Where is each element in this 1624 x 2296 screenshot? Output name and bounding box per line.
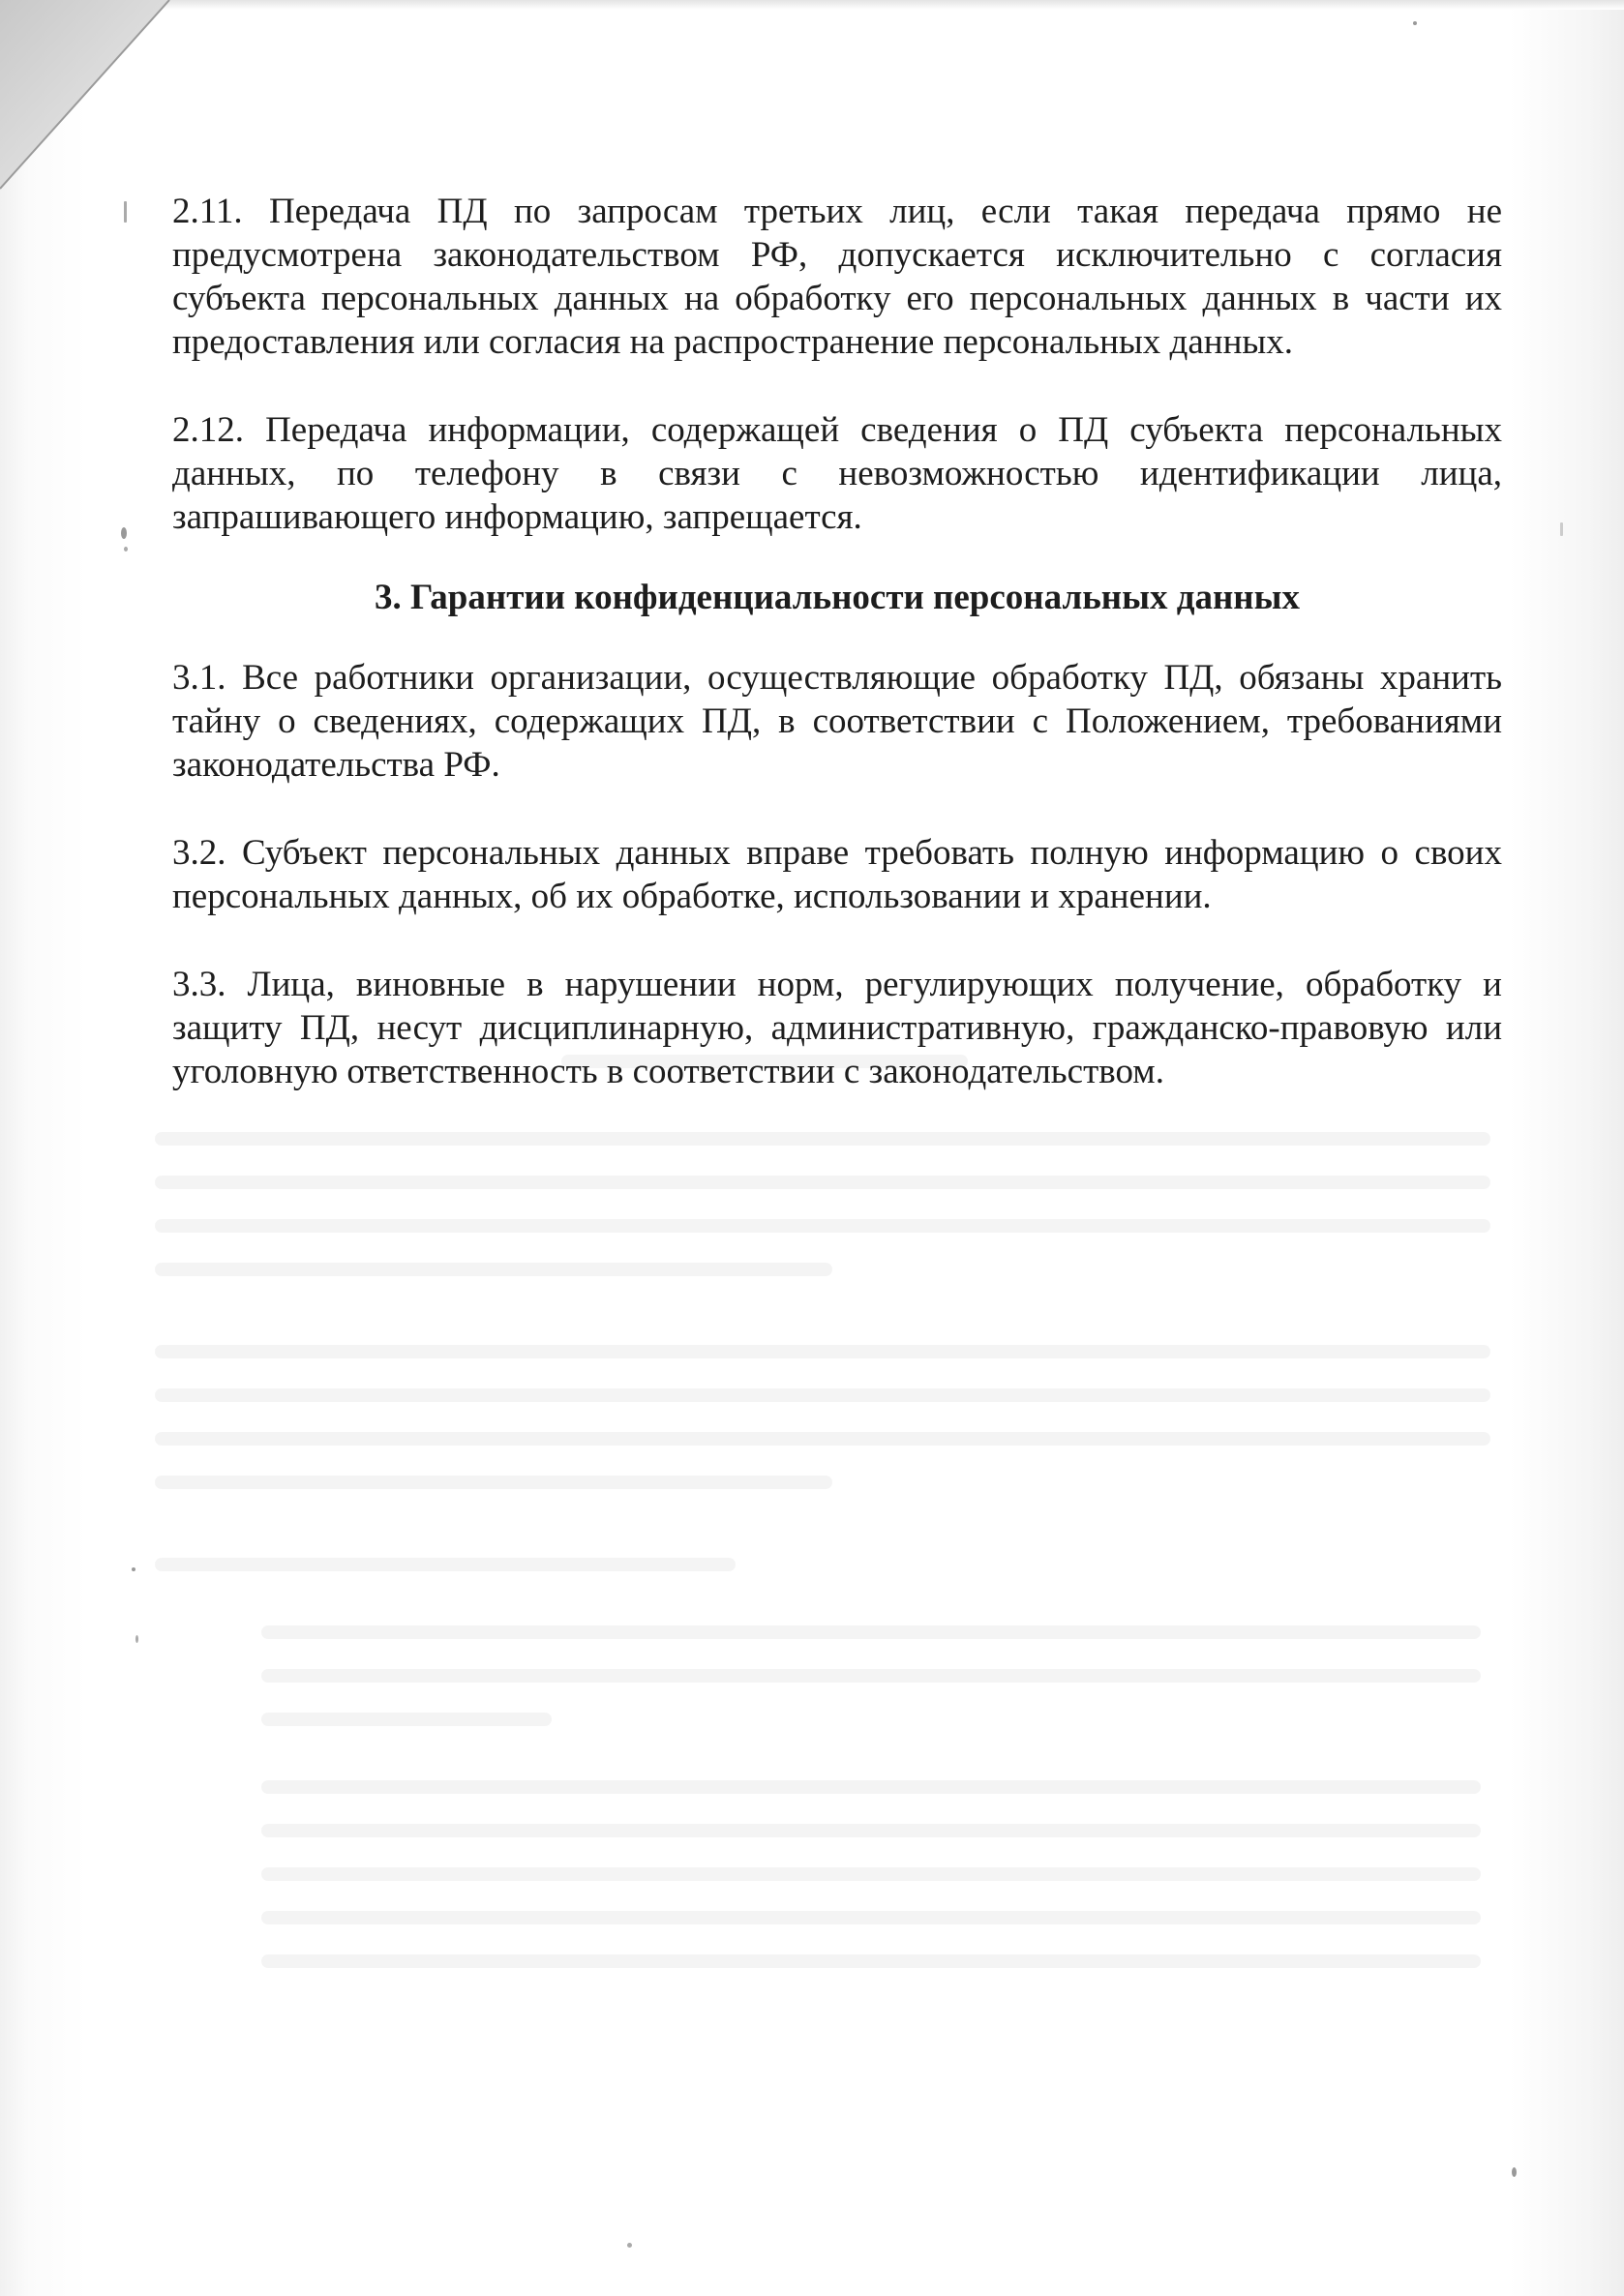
- scan-speck: [121, 527, 127, 539]
- scan-speck: [1560, 522, 1563, 536]
- paragraph-2-11: 2.11. Передача ПД по запросам третьих лиц, если такая передача прямо не предусмотрена законодательством РФ, допускается исключительно с согласия субъекта персональных данных на обработку его персональных данных в части их предоставления или согласия на распространение персональных данных.: [172, 192, 1502, 362]
- bleed-through-text: [155, 1055, 1490, 2022]
- paragraph-2-12: 2.12. Передача информации, содержащей сведения о ПД субъекта персональных данных, по телефону в связи с невозможностью идентификации лица, запрашивающего информацию, запрещается.: [172, 410, 1502, 537]
- scan-speck: [132, 1567, 135, 1571]
- scan-speck: [627, 2243, 632, 2248]
- scan-speck: [135, 1635, 138, 1643]
- scan-speck: [124, 547, 128, 552]
- paragraph-3-2: 3.2. Субъект персональных данных вправе требовать полную информацию о своих персональных данных, об их обработке, использовании и хранении.: [172, 833, 1502, 916]
- paragraph-3-3: 3.3. Лица, виновные в нарушении норм, регулирующих получение, обработку и защиту ПД, несут дисциплинарную, административную, гражданско-правовую или уголовную ответственность в соответствии с законодательством.: [172, 965, 1502, 1091]
- document-body: [172, 190, 1502, 1093]
- scan-speck: [1413, 21, 1417, 25]
- paragraph-3-1: 3.1. Все работники организации, осуществляющие обработку ПД, обязаны хранить тайну о сведениях, содержащих ПД, в соответствии с Положением, требованиями законодательства РФ.: [172, 658, 1502, 785]
- scan-speck: [124, 201, 127, 223]
- folded-corner: [0, 0, 194, 194]
- page-top-edge: [0, 0, 1624, 10]
- section-3-heading: 3. Гарантии конфиденциальности персональных данных: [375, 578, 1300, 617]
- scan-speck: [1512, 2167, 1517, 2177]
